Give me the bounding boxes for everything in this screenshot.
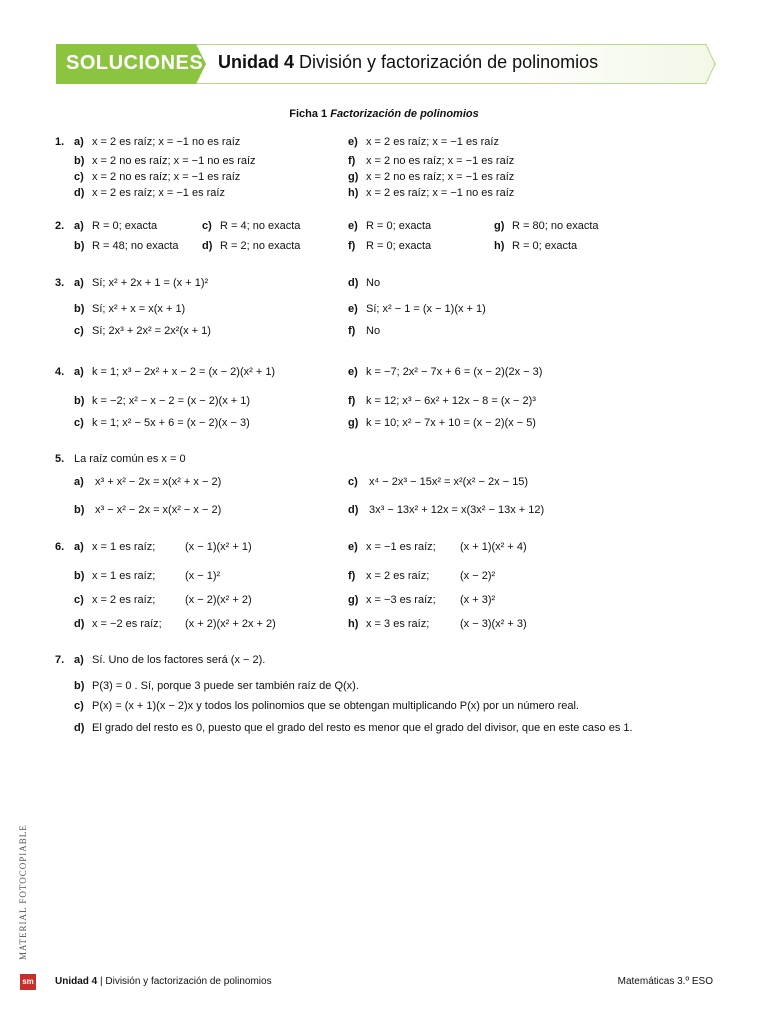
item-text: R = 48; no exacta	[92, 240, 179, 252]
item-label: f)	[348, 240, 356, 252]
worksheet-title	[0, 108, 768, 120]
item-text: x = 2 es raíz; x = −1 no es raíz	[92, 136, 241, 148]
item-label: c)	[348, 476, 358, 488]
item-text: 3x³ − 13x² + 12x = x(3x² − 13x + 12)	[369, 504, 545, 516]
item-text: k = 10; x² − 7x + 10 = (x − 2)(x − 5)	[366, 417, 536, 429]
item-text: El grado del resto es 0, puesto que el grado del resto es menor que el grado del divisor, que en este caso es 1.	[92, 722, 633, 734]
item-label: c)	[74, 325, 84, 337]
header-tag: SOLUCIONES	[66, 52, 204, 74]
item-label: h)	[494, 240, 505, 252]
item-label: c)	[74, 700, 84, 712]
item-label: b)	[74, 303, 85, 315]
item-text: R = 0; exacta	[92, 220, 158, 232]
item-text: k = −7; 2x² − 7x + 6 = (x − 2)(2x − 3)	[366, 366, 543, 378]
exercise-number: 1.	[55, 136, 65, 148]
item-label: g)	[348, 171, 359, 183]
item-label: b)	[74, 395, 85, 407]
item-text: R = 2; no exacta	[220, 240, 301, 252]
item-label: h)	[348, 187, 359, 199]
item-text: Sí; 2x³ + 2x² = 2x²(x + 1)	[92, 325, 211, 337]
item-label: f)	[348, 155, 356, 167]
item-label: e)	[348, 303, 358, 315]
item-factor: (x − 1)(x² + 1)	[185, 541, 252, 553]
item-factor: (x − 1)²	[185, 570, 221, 582]
item-text: R = 0; exacta	[366, 220, 432, 232]
item-text: No	[366, 277, 381, 289]
item-label: a)	[74, 220, 84, 232]
exercise-number: 5.	[55, 453, 65, 465]
item-label: e)	[348, 366, 358, 378]
footer-unit-title: División y factorización de polinomios	[105, 976, 272, 987]
item-factor: (x − 3)(x² + 3)	[460, 618, 527, 630]
item-factor: (x + 1)(x² + 4)	[460, 541, 527, 553]
item-text: x = 2 es raíz;	[92, 594, 156, 606]
item-label: f)	[348, 570, 356, 582]
exercise-number: 2.	[55, 220, 65, 232]
item-label: d)	[348, 277, 359, 289]
item-text: x⁴ − 2x³ − 15x² = x²(x² − 2x − 15)	[369, 476, 529, 488]
item-text: x = 2 no es raíz; x = −1 no es raíz	[92, 155, 256, 167]
item-label: g)	[494, 220, 505, 232]
photocopy-notice-text: MATERIAL FOTOCOPIABLE	[18, 824, 28, 960]
exercise-intro: La raíz común es x = 0	[74, 453, 186, 465]
item-text: x = 2 es raíz; x = −1 no es raíz	[366, 187, 515, 199]
item-label: a)	[74, 476, 84, 488]
item-text: x³ + x² − 2x = x(x² + x − 2)	[95, 476, 222, 488]
exercise-number: 6.	[55, 541, 65, 553]
exercise-number: 7.	[55, 654, 65, 666]
item-text: Sí; x² + x = x(x + 1)	[92, 303, 186, 315]
item-label: c)	[202, 220, 212, 232]
item-text: x = 2 es raíz; x = −1 es raíz	[92, 187, 225, 199]
item-label: b)	[74, 570, 85, 582]
item-label: d)	[74, 722, 85, 734]
item-text: R = 4; no exacta	[220, 220, 301, 232]
exercise-number: 3.	[55, 277, 65, 289]
item-text: Sí; x² + 2x + 1 = (x + 1)²	[92, 277, 209, 289]
item-factor: (x − 2)(x² + 2)	[185, 594, 252, 606]
item-text: No	[366, 325, 381, 337]
item-label: b)	[74, 155, 85, 167]
item-label: a)	[74, 541, 84, 553]
item-text: P(3) = 0 . Sí, porque 3 puede ser también raíz de Q(x).	[92, 680, 359, 692]
item-text: x = −2 es raíz;	[92, 618, 162, 630]
item-label: c)	[74, 417, 84, 429]
item-label: e)	[348, 220, 358, 232]
item-text: x = 1 es raíz;	[92, 570, 156, 582]
unit-label: Unidad 4	[218, 52, 295, 72]
item-text: R = 0; exacta	[366, 240, 432, 252]
item-factor: (x − 2)²	[460, 570, 496, 582]
item-factor: (x + 3)²	[460, 594, 496, 606]
item-label: b)	[74, 680, 85, 692]
item-factor: (x + 2)(x² + 2x + 2)	[185, 618, 276, 630]
item-text: x = 2 es raíz; x = −1 es raíz	[366, 136, 499, 148]
item-label: b)	[74, 240, 85, 252]
item-text: x³ − x² − 2x = x(x² − x − 2)	[95, 504, 222, 516]
item-text: R = 0; exacta	[512, 240, 578, 252]
item-label: e)	[348, 136, 358, 148]
item-label: a)	[74, 366, 84, 378]
item-text: Sí; x² − 1 = (x − 1)(x + 1)	[366, 303, 486, 315]
item-label: a)	[74, 654, 84, 666]
item-text: x = −1 es raíz;	[366, 541, 436, 553]
footer-course: Matemáticas 3.º ESO	[617, 976, 713, 987]
ficha-title: Factorización de polinomios	[330, 108, 479, 120]
item-text: x = 2 no es raíz; x = −1 es raíz	[366, 171, 515, 183]
item-label: f)	[348, 395, 356, 407]
item-label: c)	[74, 594, 84, 606]
item-text: Sí. Uno de los factores será (x − 2).	[92, 654, 266, 666]
item-label: e)	[348, 541, 358, 553]
item-label: f)	[348, 325, 356, 337]
item-label: d)	[202, 240, 213, 252]
item-label: g)	[348, 594, 359, 606]
item-label: a)	[74, 136, 84, 148]
item-text: R = 80; no exacta	[512, 220, 599, 232]
unit-title: División y factorización de polinomios	[299, 52, 599, 72]
item-label: g)	[348, 417, 359, 429]
page-title	[218, 52, 598, 73]
item-label: c)	[74, 171, 84, 183]
item-text: x = 3 es raíz;	[366, 618, 430, 630]
item-label: d)	[74, 618, 85, 630]
publisher-logo-icon: sm	[20, 974, 36, 990]
item-text: x = 2 es raíz;	[366, 570, 430, 582]
item-label: d)	[74, 187, 85, 199]
item-label: a)	[74, 277, 84, 289]
item-text: P(x) = (x + 1)(x − 2)x y todos los polinomios que se obtengan multiplicando P(x) por un número real.	[92, 700, 579, 712]
footer-unit-label: Unidad 4	[55, 976, 98, 987]
item-text: x = −3 es raíz;	[366, 594, 436, 606]
exercise-number: 4.	[55, 366, 65, 378]
item-text: x = 2 no es raíz; x = −1 es raíz	[366, 155, 515, 167]
item-label: h)	[348, 618, 359, 630]
item-text: k = −2; x² − x − 2 = (x − 2)(x + 1)	[92, 395, 251, 407]
footer-unit	[55, 976, 272, 987]
item-text: x = 2 no es raíz; x = −1 es raíz	[92, 171, 241, 183]
item-label: d)	[348, 504, 359, 516]
photocopy-notice	[18, 824, 38, 960]
item-label: b)	[74, 504, 85, 516]
ficha-label: Ficha 1	[289, 108, 328, 120]
item-text: k = 1; x² − 5x + 6 = (x − 2)(x − 3)	[92, 417, 250, 429]
item-text: k = 12; x³ − 6x² + 12x − 8 = (x − 2)³	[366, 395, 536, 407]
item-text: x = 1 es raíz;	[92, 541, 156, 553]
item-text: k = 1; x³ − 2x² + x − 2 = (x − 2)(x² + 1)	[92, 366, 276, 378]
footer-separator: |	[97, 976, 106, 987]
